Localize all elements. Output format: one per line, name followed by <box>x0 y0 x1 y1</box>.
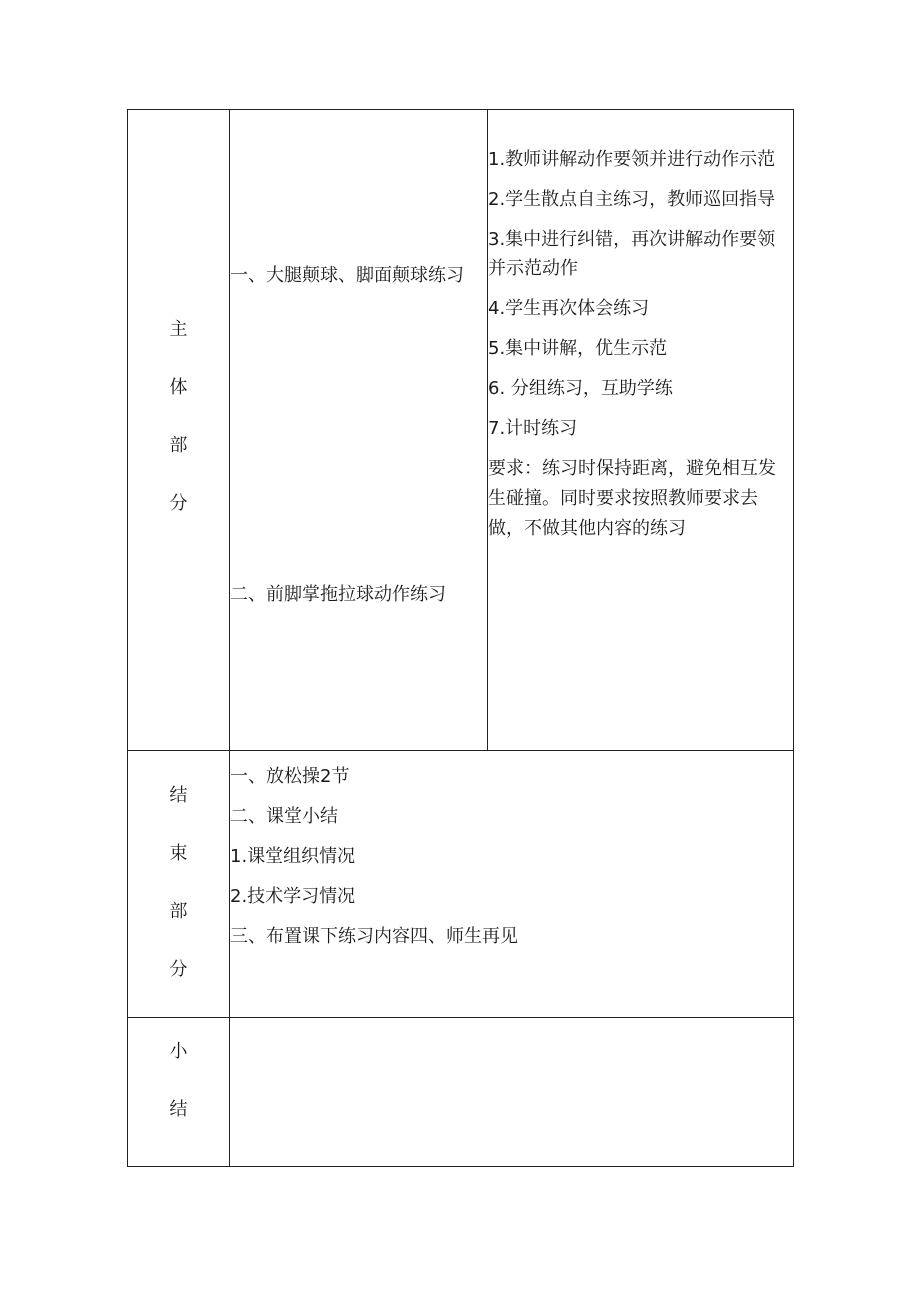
main-content-item-1 <box>230 260 482 291</box>
content-item-text: 一、大腿颠球、脚面颠球练习 <box>230 265 464 286</box>
main-section-label <box>128 301 229 533</box>
method-item: 1.教师讲解动作要领并进行动作示范 <box>488 149 776 170</box>
summary-label-char: 结 <box>169 1099 188 1120</box>
method-item: 3.集中进行纠错，再次讲解动作要领并示范动作 <box>488 229 776 279</box>
method-item: 6. 分组练习，互助学练 <box>488 378 673 399</box>
end-label-char: 分 <box>169 959 188 980</box>
row-divider-main-end <box>128 750 793 751</box>
end-line: 1.课堂组织情况 <box>230 846 356 867</box>
main-label-char: 部 <box>169 435 188 456</box>
main-label-char: 主 <box>169 319 188 340</box>
method-item: 4.学生再次体会练习 <box>488 298 650 319</box>
summary-label-char: 小 <box>169 1041 188 1062</box>
main-content-item-2 <box>230 575 482 615</box>
main-label-char: 体 <box>169 377 188 398</box>
end-line: 三、布置课下练习内容四、师生再见 <box>230 926 518 947</box>
end-section-content <box>230 757 790 957</box>
method-requirement: 要求：练习时保持距离，避免相互发生碰撞。同时要求按照教师要求去做，不做其他内容的练习 <box>488 458 776 539</box>
end-section-label <box>128 767 229 999</box>
end-line: 2.技术学习情况 <box>230 886 356 907</box>
end-label-char: 结 <box>169 785 188 806</box>
lesson-plan-table <box>127 109 794 1167</box>
method-item: 2.学生散点自主练习，教师巡回指导 <box>488 189 776 210</box>
main-methods-list <box>488 145 790 544</box>
end-line: 一、放松操2节 <box>230 766 350 787</box>
end-line: 二、课堂小结 <box>230 806 338 827</box>
content-item-text: 二、前脚掌拖拉球动作练习 <box>230 584 446 605</box>
method-item: 7.计时练习 <box>488 418 578 439</box>
end-label-char: 部 <box>169 901 188 922</box>
summary-content-cell <box>230 1018 793 1166</box>
main-label-char: 分 <box>169 493 188 514</box>
end-label-char: 束 <box>169 843 188 864</box>
method-item: 5.集中讲解，优生示范 <box>488 338 668 359</box>
summary-section-label <box>128 1023 229 1139</box>
